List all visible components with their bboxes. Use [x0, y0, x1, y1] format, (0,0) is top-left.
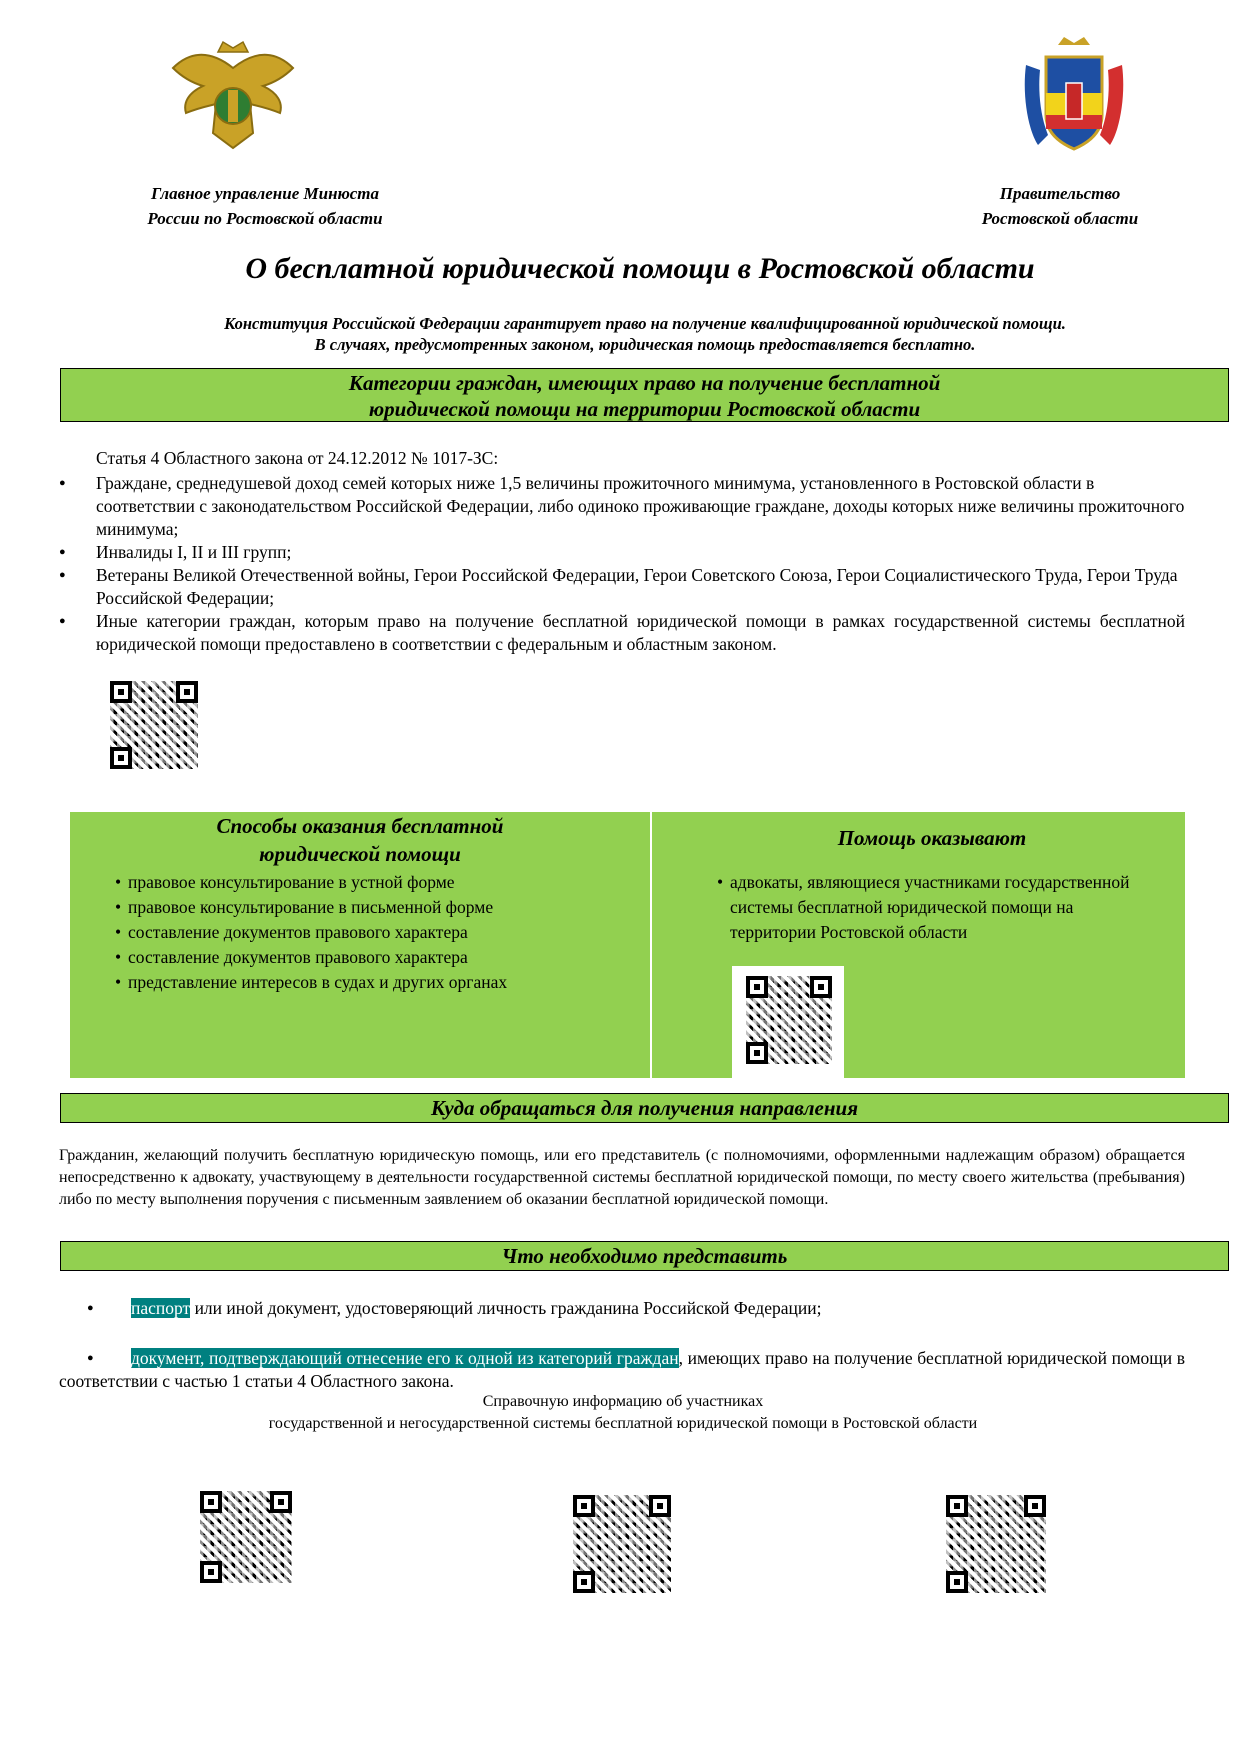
list-item: ● Инвалиды I, II и III групп;	[59, 541, 1185, 564]
methods-list	[115, 870, 635, 995]
methods-heading-line2: юридической помощи	[259, 842, 461, 866]
qr-code-icon	[946, 1495, 1046, 1593]
list-item: • правовое консультирование в устной форме	[115, 870, 635, 895]
bullet-icon: ●	[87, 1352, 94, 1364]
qr-code-icon	[110, 681, 198, 769]
page-title: О бесплатной юридической помощи в Ростовской области	[245, 252, 1035, 285]
document-item-1	[59, 1297, 1185, 1320]
minjust-emblem-icon	[168, 38, 298, 156]
where-text: Гражданин, желающий получить бесплатную юридическую помощь, или его представитель (с полномочиями, оформленными надлежащим образом) обращается непосредственно к адвокату, участвующему в деятельности государственной системы бесплатной юридической помощи, по месту своего жительства (пребывания) либо по месту выполнения поручения с письменным заявлением об оказании бесплатной юридической помощи.	[59, 1147, 1185, 1208]
list-item: ● Граждане, среднедушевой доход семей которых ниже 1,5 величины прожиточного минимума, установленного в Ростовской области в соответствии с законодательством Российской Федерации, либо одиноко проживающие граждане, доходы которых ниже величины прожиточного минимума;	[59, 472, 1185, 541]
intro-text	[60, 313, 1230, 355]
left-org-line1: Главное управление Минюста	[151, 184, 379, 203]
left-org-name	[100, 181, 430, 231]
document-item-1-text: или иной документ, удостоверяющий личность гражданина Российской Федерации;	[190, 1298, 822, 1318]
right-org-name	[940, 181, 1180, 231]
documents-heading: Что необходимо представить	[60, 1241, 1229, 1271]
right-org-line1: Правительство	[999, 184, 1121, 203]
law-reference: Статья 4 Областного закона от 24.12.2012 № 1017-ЗС:	[96, 448, 499, 468]
document-item-2-text: , имеющих право на получение бесплатной юридической помощи в соответствии с частью 1 статьи 4 Областного закона.	[59, 1348, 1185, 1391]
right-org-line2: Ростовской области	[981, 209, 1139, 228]
document-item-2-highlight: документ, подтверждающий отнесение его к одной из категорий граждан	[131, 1348, 679, 1368]
rostov-coat-of-arms-icon	[1018, 35, 1130, 157]
list-item: ● Ветераны Великой Отечественной войны, Герои Российской Федерации, Герои Советского Союза, Герои Социалистического Труда, Герои Труда Российской Федерации;	[59, 564, 1185, 610]
list-item: • составление документов правового характера	[115, 920, 635, 945]
categories-heading	[60, 368, 1229, 422]
document-item-2	[59, 1347, 1185, 1393]
list-item: • адвокаты, являющиеся участниками государственной системы бесплатной юридической помощи на территории Ростовской области	[717, 870, 1157, 945]
qr-card	[732, 966, 844, 1078]
providers-heading: Помощь оказывают	[837, 826, 1027, 850]
list-item: • составление документов правового характера	[115, 945, 635, 970]
intro-line-1: Конституция Российской Федерации гарантирует право на получение квалифицированной юридической помощи.	[224, 314, 1066, 333]
qr-code-icon	[573, 1495, 671, 1593]
methods-heading-line1: Способы оказания бесплатной	[216, 814, 504, 838]
reference-line1: Справочную информацию об участниках	[482, 1393, 764, 1410]
list-item: • правовое консультирование в письменной форме	[115, 895, 635, 920]
left-org-line2: России по Ростовской области	[147, 209, 383, 228]
where-heading: Куда обращаться для получения направления	[60, 1093, 1229, 1123]
document-item-1-highlight: паспорт	[131, 1298, 191, 1318]
intro-line-2: В случаях, предусмотренных законом, юридическая помощь предоставляется бесплатно.	[314, 335, 976, 354]
qr-code-icon	[746, 976, 832, 1064]
qr-code-icon	[200, 1491, 292, 1583]
bullet-icon: ●	[87, 1302, 94, 1314]
reference-line2: государственной и негосударственной системы бесплатной юридической помощи в Ростовской области	[268, 1415, 978, 1432]
categories-list	[59, 472, 1185, 656]
categories-heading-line2: юридической помощи на территории Ростовской области	[368, 397, 921, 421]
providers-panel	[652, 812, 1185, 1078]
providers-list	[717, 870, 1157, 945]
reference-info	[60, 1391, 1186, 1435]
list-item: • представление интересов в судах и других органах	[115, 970, 635, 995]
methods-panel	[70, 812, 650, 1078]
list-item: ● Иные категории граждан, которым право на получение бесплатной юридической помощи в рамках государственной системы бесплатной юридической помощи предоставлено в соответствии с федеральным и областным законом.	[59, 610, 1185, 656]
categories-heading-line1: Категории граждан, имеющих право на получение бесплатной	[348, 371, 941, 395]
methods-heading	[70, 812, 650, 868]
